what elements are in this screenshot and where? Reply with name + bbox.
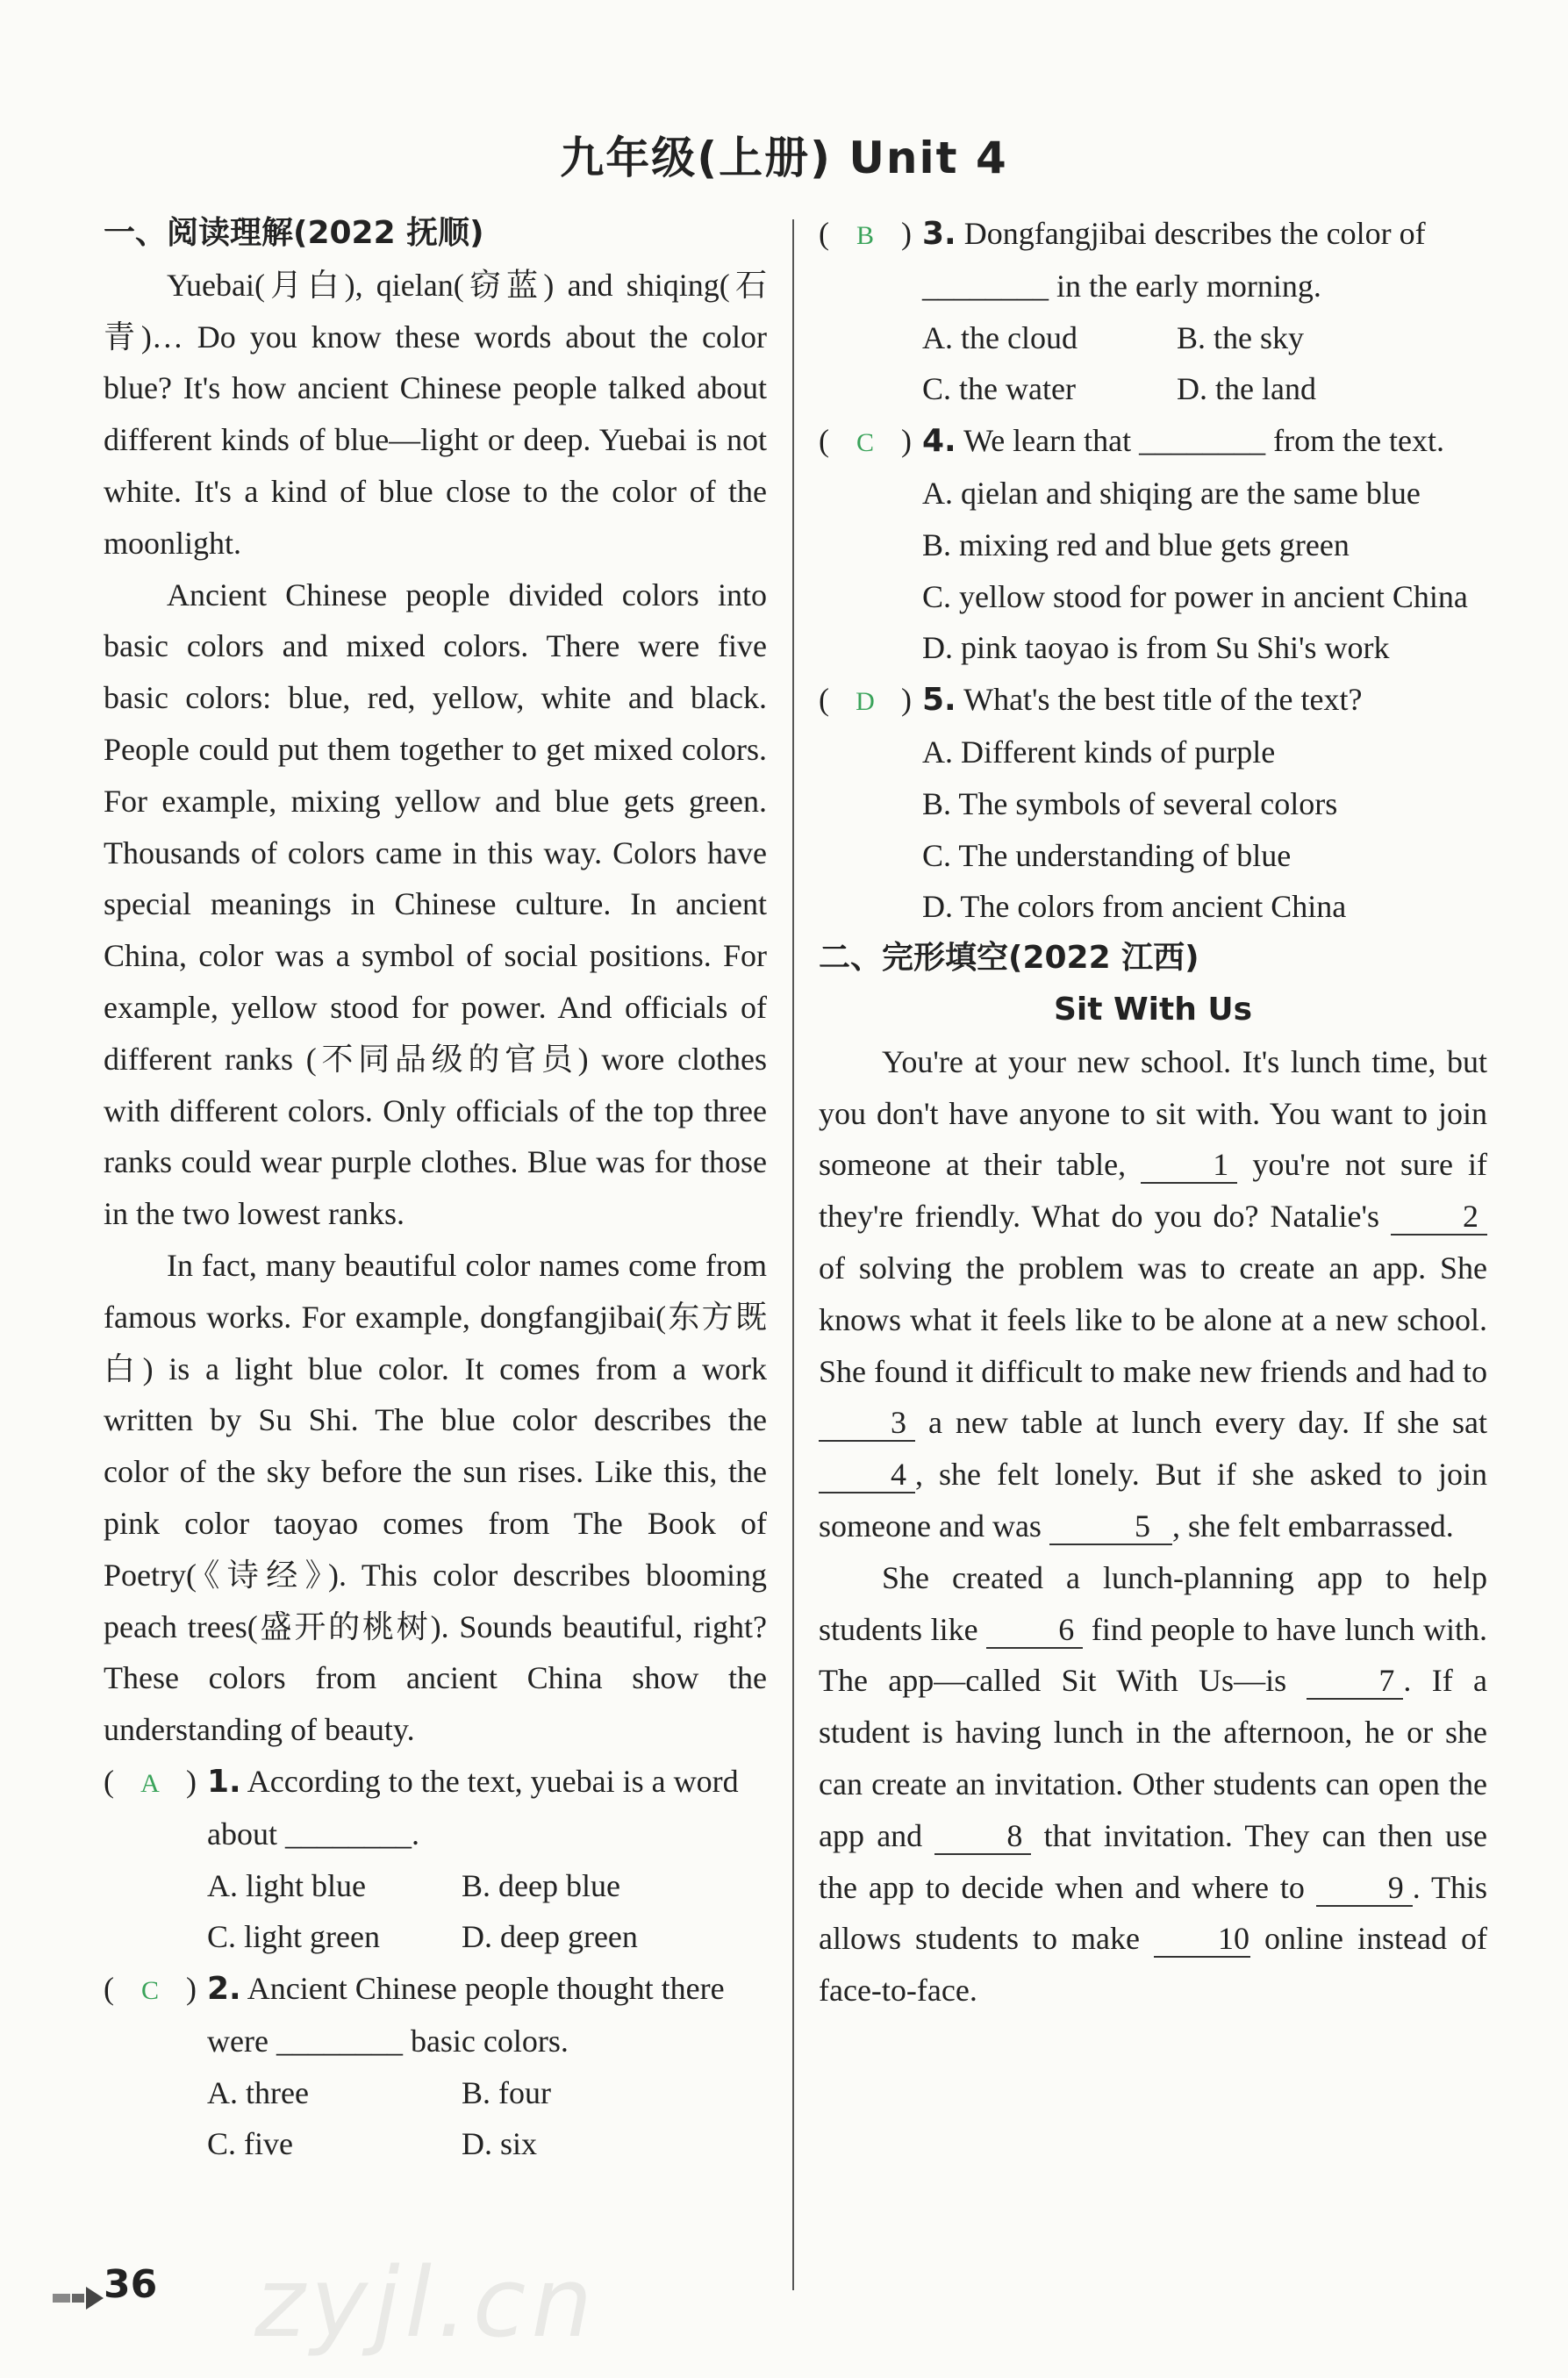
blank-10: 10 <box>1154 1921 1250 1958</box>
question-3-options: A. the cloud B. the sky C. the water D. the land <box>922 319 1316 407</box>
question-2: ( C ) 2. Ancient Chinese people thought there were ________ basic colors. <box>104 1963 767 2067</box>
question-5-text: What's the best title of the text? <box>963 682 1363 718</box>
question-5-option-c: C. The understanding of blue <box>922 837 1292 873</box>
blank-2: 2 <box>1391 1199 1487 1236</box>
section1-heading: 一、阅读理解(2022 抚顺) <box>104 215 484 251</box>
blank-4: 4 <box>819 1457 915 1493</box>
blank-5: 5 <box>1049 1508 1172 1545</box>
question-3-text: Dongfangjibai describes the color of ________ in the early morning. <box>922 216 1426 304</box>
passage-paragraph-3: In fact, many beautiful color names come from famous works. For example, dongfangjibai(东方既白) is a light blue color. It comes from a work written by Su Shi. The blue color describes the color of the sky before the sun rises. Like this, the pink color taoyao comes from The Book of Poetry(《诗经》). This color describes blooming peach trees(盛开的桃树). Sounds beautiful, right? These colors from ancient China show the understanding of beauty. <box>104 1247 767 1748</box>
question-4-text: We learn that ________ from the text. <box>963 423 1445 459</box>
section2-heading: 二、完形填空(2022 江西) <box>819 940 1199 977</box>
question-1-options: A. light blue B. deep blue C. light green D. deep green <box>207 1867 638 1955</box>
answer-5: D <box>856 687 875 717</box>
answer-3: B <box>856 221 874 250</box>
cloze-paragraph-1: You're at your new school. It's lunch time, but you don't have anyone to sit with. You want to join someone at their table, 1 you're not sure if they're friendly. What do you do? Natalie's 2 of solving the problem was to create an app. She knows what it feels like to be alone at a new school. She found it difficult to make new friends and had to 3 a new table at lunch every day. If she sat 4 , she felt lonely. But if she asked to join someone and was 5 , she felt embarrassed. <box>819 1043 1488 1544</box>
page-title: 九年级(上册) Unit 4 <box>560 133 1008 183</box>
question-5: ( D ) 5. What's the best title of the text? <box>819 674 1487 727</box>
answer-1: A <box>140 1768 160 1798</box>
blank-8: 8 <box>934 1818 1031 1855</box>
question-5-option-a: A. Different kinds of purple <box>922 734 1276 770</box>
question-4-option-a: A. qielan and shiqing are the same blue <box>922 475 1421 511</box>
cloze-paragraph-2: She created a lunch-planning app to help students like 6 find people to have lunch with. The app—called Sit With Us—is 7 . If a student is having lunch in the afternoon, he or she can create an invitation. Other students can open the app and 8 that invitation. They can then use the app to decide when and where to 9 . This allows students to make 10 online instead of face-to-face. <box>819 1559 1488 2009</box>
question-2-text: Ancient Chinese people thought there were ________ basic colors. <box>207 1971 725 2059</box>
question-4-option-d: D. pink taoyao is from Su Shi's work <box>922 630 1390 666</box>
page-number: 36 <box>104 2262 158 2307</box>
blank-6: 6 <box>986 1612 1083 1649</box>
arrow-icon <box>53 2285 105 2311</box>
blank-7: 7 <box>1307 1663 1403 1700</box>
blank-3: 3 <box>819 1405 915 1442</box>
left-column <box>104 208 767 2170</box>
question-5-option-b: B. The symbols of several colors <box>922 785 1338 821</box>
question-4-option-b: B. mixing red and blue gets green <box>922 526 1350 562</box>
question-2-options: A. three B. four C. five D. six <box>207 2074 551 2162</box>
blank-1: 1 <box>1141 1147 1237 1184</box>
answer-2: C <box>140 1976 159 2006</box>
cloze-title: Sit With Us <box>1053 991 1253 1028</box>
question-1-text: According to the text, yuebai is a word about ________. <box>207 1763 739 1852</box>
right-column <box>819 208 1487 2016</box>
question-1: ( A ) 1. According to the text, yuebai is a word about ________. <box>104 1756 767 1860</box>
question-5-option-d: D. The colors from ancient China <box>922 889 1347 925</box>
question-3: ( B ) 3. Dongfangjibai describes the color of ________ in the early morning. <box>819 208 1487 312</box>
passage-paragraph-1: Yuebai(月白), qielan(窃蓝) and shiqing(石青)… Do you know these words about the color blue? It's how ancient Chinese people talked about different kinds of blue—light or deep. Yuebai is not white. It's a kind of blue close to the color of the moonlight. <box>104 267 767 561</box>
passage-paragraph-2: Ancient Chinese people divided colors into basic colors and mixed colors. There were five basic colors: blue, red, yellow, white and black. People could put them together to get mixed colors. For example, mixing yellow and blue gets green. Thousands of colors came in this way. Colors have special meanings in Chinese culture. In ancient China, color was a symbol of social positions. For example, yellow stood for power. And officials of different ranks (不同品级的官员) wore clothes with different colors. Only officials of the top three ranks could wear purple clothes. Blue was for those in the two lowest ranks. <box>104 577 767 1232</box>
blank-9: 9 <box>1316 1870 1413 1907</box>
column-divider <box>792 219 794 2290</box>
question-4: ( C ) 4. We learn that ________ from the text. <box>819 415 1487 468</box>
answer-4: C <box>856 428 874 458</box>
watermark: zyjl.cn <box>254 2246 598 2359</box>
question-4-option-c: C. yellow stood for power in ancient China <box>922 578 1468 614</box>
